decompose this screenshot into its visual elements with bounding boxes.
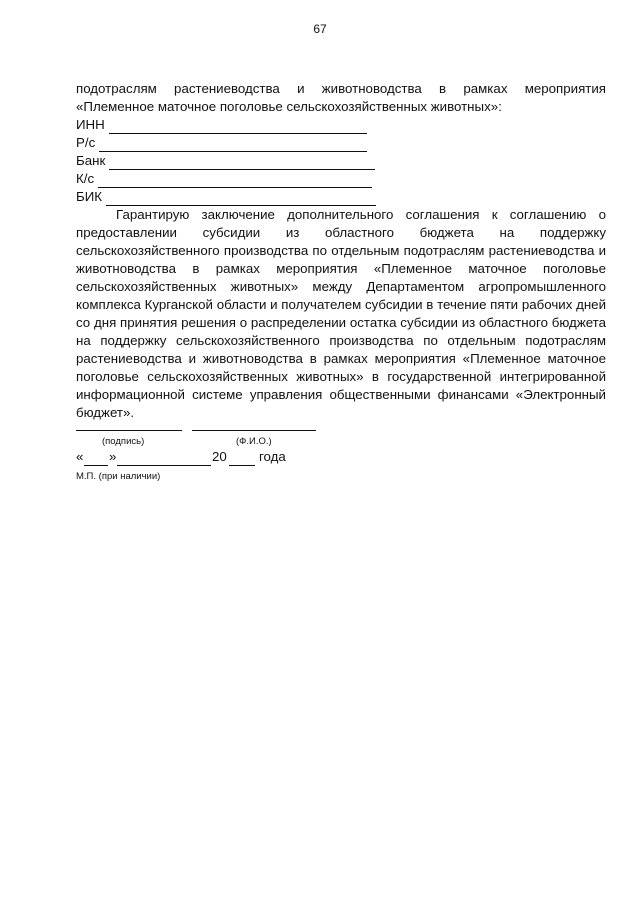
document-body <box>76 80 606 486</box>
field-rs <box>76 134 606 152</box>
field-bik <box>76 188 606 206</box>
day-blank <box>84 465 108 466</box>
field-bank <box>76 152 606 170</box>
stamp-note: М.П. (при наличии) <box>76 471 161 482</box>
field-label-inn: ИНН <box>76 117 105 132</box>
field-line-ks <box>98 174 372 188</box>
name-caption: (Ф.И.О.) <box>236 436 272 447</box>
signature-lines <box>76 424 606 436</box>
year-blank <box>229 465 255 466</box>
year-prefix: 20 <box>212 449 227 464</box>
month-blank <box>117 465 211 466</box>
field-line-bik <box>106 192 376 206</box>
guarantee-paragraph: Гарантирую заключение дополнительного соглашения к соглашению о предоставлении субсидии из областного бюджета на поддержку сельскохозяйственного производства по отдельным подотраслям растениеводства и животноводства в рамках мероприятия «Племенное маточное поголовье сельскохозяйственных животных» между Департаментом агропромышленного комплекса Курганской области и получателем субсидии в течение пяти рабочих дней со дня принятия решения о распределении остатка субсидии из областного бюджета на поддержку сельскохозяйственного производства по отдельным подотраслям растениеводства и животноводства в рамках мероприятия «Племенное маточное поголовье сельскохозяйственных животных» в государственной интегрированной информационной системе управления общественными финансами «Электронный бюджет». <box>76 207 606 420</box>
field-label-bank: Банк <box>76 153 106 168</box>
date-line <box>76 450 606 468</box>
page-number: 67 <box>313 22 327 36</box>
field-line-bank <box>109 156 375 170</box>
signature-line <box>76 430 182 431</box>
field-line-rs <box>99 138 367 152</box>
field-label-rs: Р/с <box>76 135 96 150</box>
intro-paragraph: подотраслям растениеводства и животноводства в рамках мероприятия «Племенное маточное поголовье сельскохозяйственных животных»: <box>76 81 606 114</box>
signature-captions <box>76 436 606 448</box>
field-label-bik: БИК <box>76 189 103 204</box>
year-suffix: года <box>259 449 286 464</box>
field-label-ks: К/с <box>76 171 95 186</box>
name-line <box>192 430 316 431</box>
date-close-quote: » <box>109 449 117 464</box>
date-open-quote: « <box>76 449 84 464</box>
field-ks <box>76 170 606 188</box>
field-line-inn <box>109 120 367 134</box>
field-inn <box>76 116 606 134</box>
signature-caption: (подпись) <box>102 436 145 447</box>
